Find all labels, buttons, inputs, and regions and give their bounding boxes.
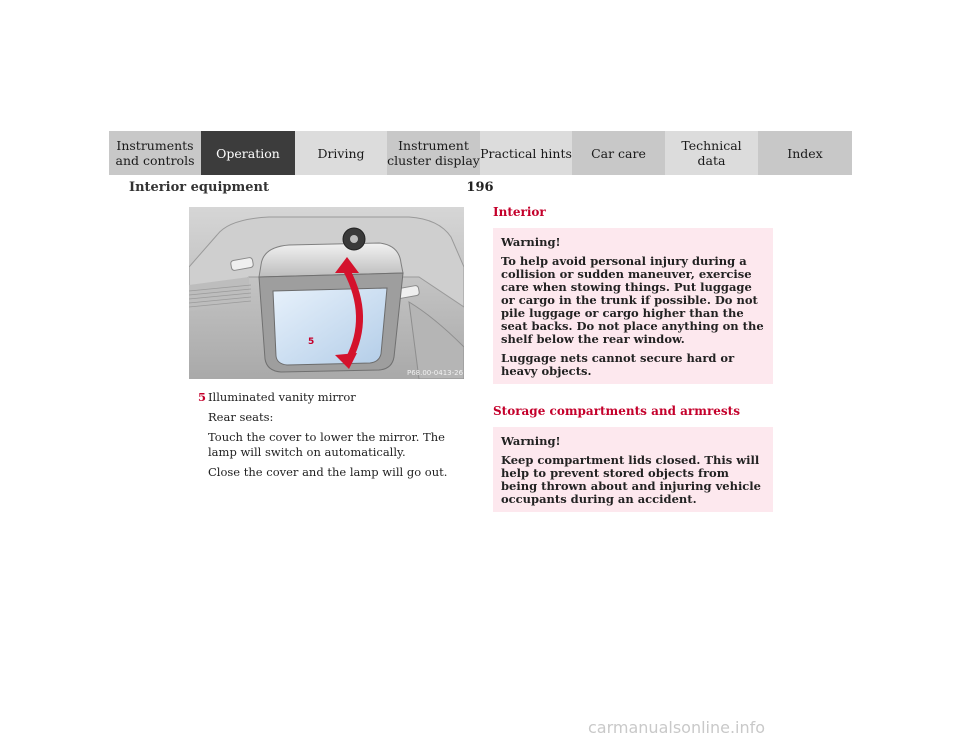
vanity-mirror-drawing [189,207,464,379]
tab-car-care[interactable]: Car care [572,131,665,175]
storage-warning-text: Keep compartment lids closed. This will help to prevent stored objects from being thrown about and injuring vehicle occupants during an accident. [501,453,761,506]
figure-code: P68.00-0413-26 [407,369,464,377]
caption-line-rear-seats: Rear seats: [208,410,274,424]
interior-warning-box [493,228,773,384]
tab-instrument-cluster-display[interactable]: Instrument cluster display [387,131,480,175]
page-number: 196 [466,180,494,195]
tab-instruments-and-controls[interactable]: Instruments and controls [109,131,201,175]
interior-warning-text: To help avoid personal injury during a collision or sudden maneuver, exercise care when stowing things. Put luggage or cargo in the trunk if possible. Do not pile luggage or cargo higher than the seat backs. Do not place anything on the shelf below the rear window. [501,254,764,346]
chapter-tabs [109,131,852,175]
tab-index[interactable]: Index [758,131,852,175]
interior-warning-title: Warning! [501,235,561,249]
caption-title: Illuminated vanity mirror [208,390,356,404]
watermark: carmanualsonline.info [588,718,766,737]
section-title: Interior equipment [129,180,269,195]
storage-heading: Storage compartments and armrests [493,404,740,418]
interior-warning-text-2: Luggage nets cannot secure hard or heavy objects. [501,351,735,378]
caption-line-close-cover: Close the cover and the lamp will go out. [208,465,448,479]
tab-technical-data[interactable]: Technical data [665,131,758,175]
interior-heading: Interior [493,205,546,219]
tab-operation[interactable]: Operation [201,131,295,175]
figure-callout-5: 5 [308,337,315,347]
storage-warning-title: Warning! [501,434,561,448]
right-column [493,205,773,512]
storage-warning-box [493,427,773,512]
tab-practical-hints[interactable]: Practical hints [480,131,572,175]
figure-caption [198,390,468,485]
caption-number: 5 [198,390,207,404]
tab-driving[interactable]: Driving [295,131,387,175]
caption-line-lower-mirror: Touch the cover to lower the mirror. The lamp will switch on automatically. [208,430,445,459]
vanity-mirror-illustration [189,207,464,379]
